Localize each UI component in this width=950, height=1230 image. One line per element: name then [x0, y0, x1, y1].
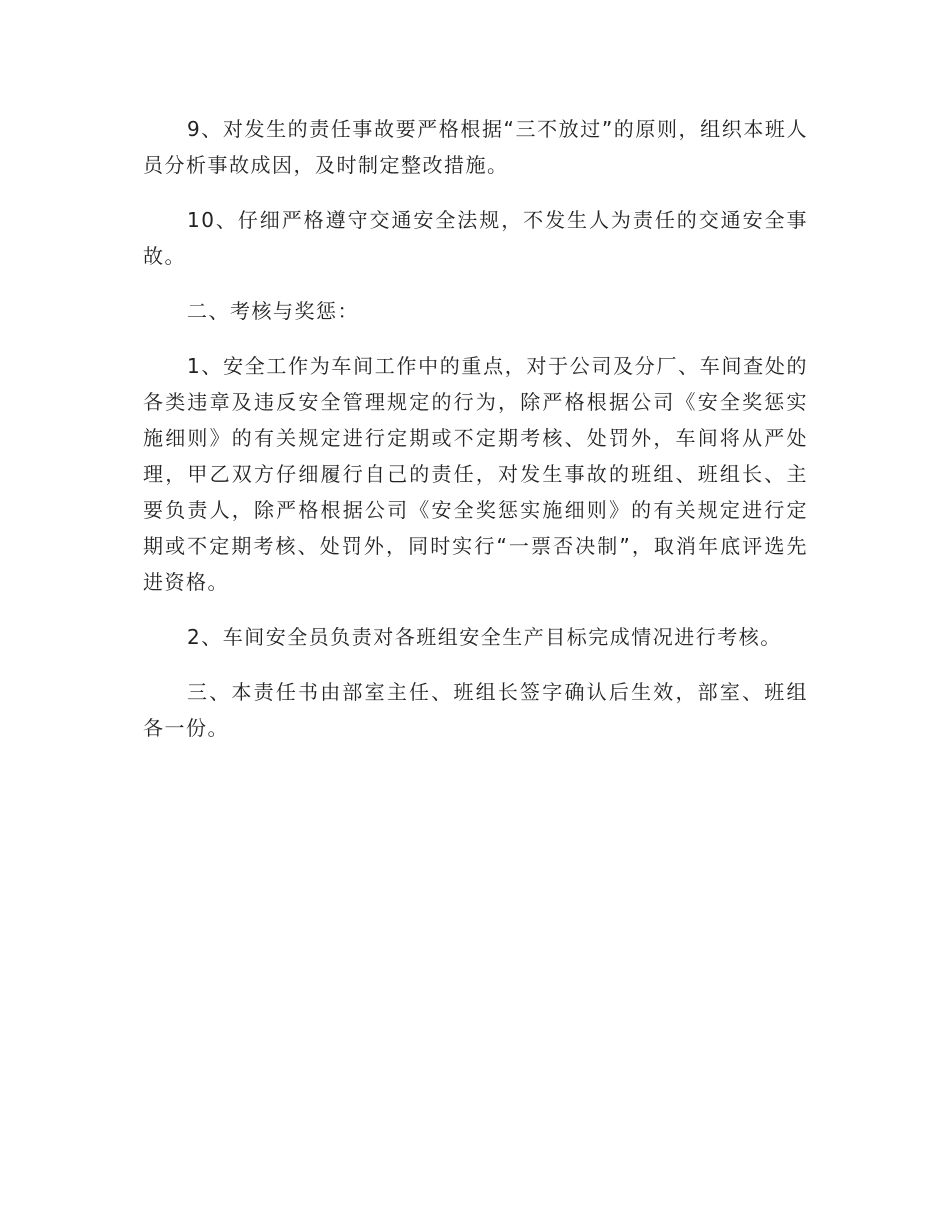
section-heading-assessment: 二、考核与奖惩：: [187, 299, 359, 323]
paragraph-assessment-1: 1、安全工作为车间工作中的重点，对于公司及分厂、车间查处的各类违章及违反安全管理规定的行为，除严格根据公司《安全奖惩实施细则》的有关规定进行定期或不定期考核、处罚外，车间将从严处理，甲乙双方仔细履行自己的责任，对发生事故的班组、班组长、主要负责人，除严格根据公司《安全奖惩实施细则》的有关规定进行定期或不定期考核、处罚外，同时实行“一票否决制”，取消年底评选先进资格。: [143, 354, 808, 594]
paragraph-item-10: 10、仔细严格遵守交通安全法规，不发生人为责任的交通安全事故。: [143, 208, 808, 268]
paragraph-item-9: 9、对发生的责任事故要严格根据“三不放过”的原则，组织本班人员分析事故成因，及时制定整改措施。: [143, 117, 808, 177]
document-body: [143, 111, 808, 765]
paragraph-section-three: 三、本责任书由部室主任、班组长签字确认后生效，部室、班组各一份。: [143, 680, 808, 740]
paragraph-assessment-2: 2、车间安全员负责对各班组安全生产目标完成情况进行考核。: [187, 625, 782, 649]
